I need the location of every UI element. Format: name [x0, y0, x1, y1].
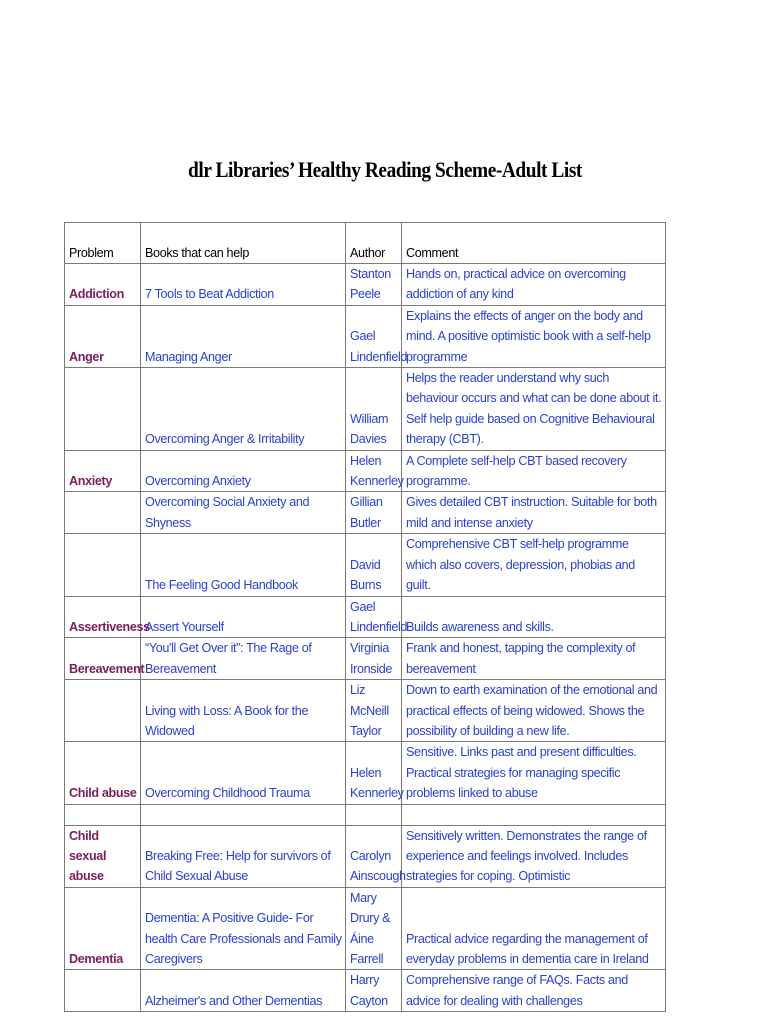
- table-header-row: [65, 223, 666, 264]
- comment-cell: Sensitively written. Demonstrates the range of experience and feelings involved. Includes strategies for coping. Optimistic: [402, 825, 666, 887]
- author-cell: Mary Drury & Áine Farrell: [346, 887, 402, 970]
- problem-cell: Bereavement: [65, 638, 141, 680]
- table-row: [65, 596, 666, 638]
- problem-cell: Assertiveness: [65, 596, 141, 638]
- comment-cell: A Complete self-help CBT based recovery programme.: [402, 450, 666, 492]
- book-title-cell: Living with Loss: A Book for the Widowed: [141, 680, 346, 742]
- book-title-cell: 7 Tools to Beat Addiction: [141, 264, 346, 306]
- comment-cell: Builds awareness and skills.: [402, 596, 666, 638]
- author-cell: Gael Lindenfield: [346, 596, 402, 638]
- books-column-header: Books that can help: [141, 223, 346, 264]
- author-cell: Gillian Butler: [346, 492, 402, 534]
- problem-cell: [65, 534, 141, 596]
- comment-cell: [402, 804, 666, 825]
- table-row: [65, 305, 666, 367]
- book-title-cell: Managing Anger: [141, 305, 346, 367]
- book-title-cell: The Feeling Good Handbook: [141, 534, 346, 596]
- table-row: [65, 887, 666, 970]
- problem-cell: Anxiety: [65, 450, 141, 492]
- problem-cell: Addiction: [65, 264, 141, 306]
- problem-cell: Anger: [65, 305, 141, 367]
- author-cell: Virginia Ironside: [346, 638, 402, 680]
- book-title-cell: Assert Yourself: [141, 596, 346, 638]
- author-cell: Liz McNeill Taylor: [346, 680, 402, 742]
- comment-cell: Down to earth examination of the emotional and practical effects of being widowed. Shows the possibility of building a new life.: [402, 680, 666, 742]
- comment-cell: Explains the effects of anger on the body and mind. A positive optimistic book with a self-help programme: [402, 305, 666, 367]
- page-title: dlr Libraries’ Healthy Reading Scheme-Adult List: [188, 157, 582, 182]
- book-title-cell: Overcoming Anger & Irritability: [141, 368, 346, 451]
- comment-cell: Comprehensive range of FAQs. Facts and advice for dealing with challenges: [402, 970, 666, 1012]
- table-row: [65, 742, 666, 804]
- comment-cell: Gives detailed CBT instruction. Suitable for both mild and intense anxiety: [402, 492, 666, 534]
- book-title-cell: Overcoming Anxiety: [141, 450, 346, 492]
- problem-cell: Dementia: [65, 887, 141, 970]
- problem-cell: [65, 368, 141, 451]
- author-cell: Carolyn Ainscough: [346, 825, 402, 887]
- author-cell: Helen Kennerley: [346, 450, 402, 492]
- table-row: [65, 825, 666, 887]
- table-row: [65, 804, 666, 825]
- author-cell: [346, 804, 402, 825]
- table-row: [65, 368, 666, 451]
- problem-cell: Child sexual abuse: [65, 825, 141, 887]
- problem-column-header: Problem: [65, 223, 141, 264]
- table-row: [65, 492, 666, 534]
- book-title-cell: [141, 804, 346, 825]
- comment-cell: Frank and honest, tapping the complexity of bereavement: [402, 638, 666, 680]
- problem-cell: [65, 492, 141, 534]
- author-cell: Gael Lindenfield: [346, 305, 402, 367]
- author-cell: David Burns: [346, 534, 402, 596]
- comment-cell: Hands on, practical advice on overcoming addiction of any kind: [402, 264, 666, 306]
- book-title-cell: Breaking Free: Help for survivors of Child Sexual Abuse: [141, 825, 346, 887]
- book-title-cell: Overcoming Childhood Trauma: [141, 742, 346, 804]
- book-title-cell: “You'll Get Over it”: The Rage of Bereavement: [141, 638, 346, 680]
- problem-cell: [65, 970, 141, 1012]
- problem-cell: [65, 680, 141, 742]
- comment-column-header: Comment: [402, 223, 666, 264]
- book-title-cell: Overcoming Social Anxiety and Shyness: [141, 492, 346, 534]
- comment-cell: Sensitive. Links past and present difficulties. Practical strategies for managing specific problems linked to abuse: [402, 742, 666, 804]
- comment-cell: Practical advice regarding the management of everyday problems in dementia care in Ireland: [402, 887, 666, 970]
- comment-cell: Helps the reader understand why such behaviour occurs and what can be done about it. Self help guide based on Cognitive Behavioural therapy (CBT).: [402, 368, 666, 451]
- author-cell: Helen Kennerley: [346, 742, 402, 804]
- table-row: [65, 970, 666, 1012]
- problem-cell: Child abuse: [65, 742, 141, 804]
- table-row: [65, 534, 666, 596]
- problem-cell: [65, 804, 141, 825]
- table-row: [65, 680, 666, 742]
- author-cell: Harry Cayton: [346, 970, 402, 1012]
- table-row: [65, 450, 666, 492]
- comment-cell: Comprehensive CBT self-help programme which also covers, depression, phobias and guilt.: [402, 534, 666, 596]
- book-title-cell: Dementia: A Positive Guide- For health Care Professionals and Family Caregivers: [141, 887, 346, 970]
- book-title-cell: Alzheimer's and Other Dementias: [141, 970, 346, 1012]
- table-row: [65, 264, 666, 306]
- author-cell: William Davies: [346, 368, 402, 451]
- table-row: [65, 638, 666, 680]
- healthy-reading-table: [64, 222, 666, 1012]
- author-cell: Stanton Peele: [346, 264, 402, 306]
- author-column-header: Author: [346, 223, 402, 264]
